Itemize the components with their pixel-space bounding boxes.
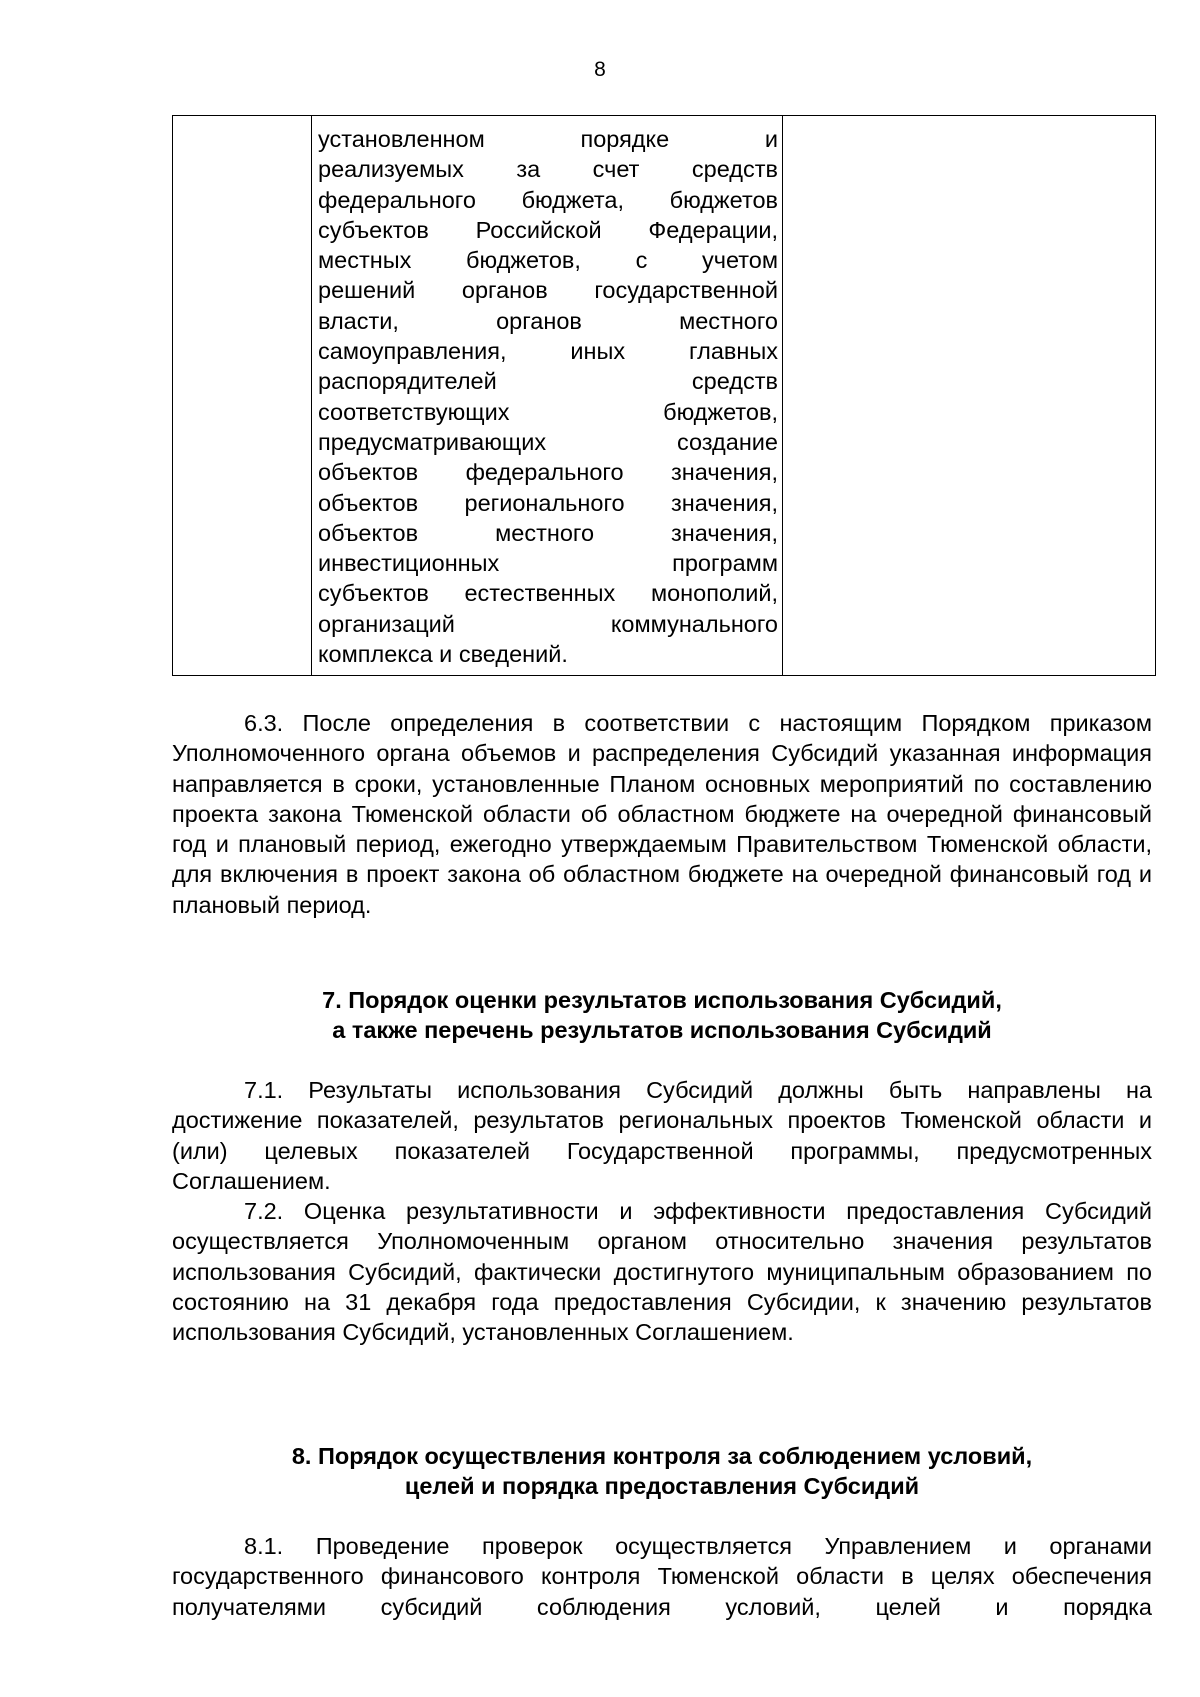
- table-cell-line: федерального бюджета, бюджетов: [318, 186, 778, 213]
- section-7-heading: [172, 985, 1152, 1046]
- table-cell-line: предусматривающих создание: [318, 428, 778, 455]
- table-cell-line: комплекса и сведений.: [318, 641, 568, 668]
- table-cell-line: инвестиционных программ: [318, 550, 778, 577]
- table-cell-line: распорядителей средств: [318, 368, 778, 395]
- table-cell-empty-left: [173, 116, 312, 676]
- table-cell-line: объектов федерального значения,: [318, 459, 778, 486]
- paragraph-8-1: 8.1. Проведение проверок осуществляется Управлением и органами государственного финансового контроля Тюменской области в целях обеспечения получателями субсидий соблюдения условий, целей и порядка: [172, 1533, 1152, 1620]
- table-cell-text: [312, 116, 783, 676]
- table-cell-line: организаций коммунального: [318, 610, 778, 637]
- table-cell-text-content: [312, 116, 782, 675]
- table-cell-line: решений органов государственной: [318, 277, 778, 304]
- table-cell-line: субъектов естественных монополий,: [318, 580, 778, 607]
- table-cell-line: местных бюджетов, с учетом: [318, 247, 778, 274]
- table-cell-line: власти, органов местного: [318, 307, 778, 334]
- table-row: [173, 116, 1156, 676]
- paragraph-7-1: 7.1. Результаты использования Субсидий должны быть направлены на достижение показателей, результатов региональных проектов Тюменской области и (или) целевых показателей Государственной программы, предусмотренных Соглашением.: [172, 1077, 1152, 1194]
- section-7-paragraphs: [172, 1075, 1152, 1348]
- table-cell-line: субъектов Российской Федерации,: [318, 216, 778, 243]
- section-6-3: [172, 708, 1152, 920]
- paragraph-7-2: 7.2. Оценка результативности и эффективности предоставления Субсидий осуществляется Уполномоченным органом относительно значения результатов использования Субсидий, фактически достигнутого муниципальным образованием по состоянию на 31 декабря года предоставления Субсидии, к значению результатов использования Субсидий, установленных Соглашением.: [172, 1198, 1152, 1346]
- table-cell-line: объектов регионального значения,: [318, 489, 778, 516]
- table-cell-empty-right: [783, 116, 1156, 676]
- table-cell-line: реализуемых за счет средств: [318, 156, 778, 183]
- section-8-heading: [172, 1441, 1152, 1502]
- table-cell-line: установленном порядке и: [318, 126, 778, 152]
- table-cell-line: соответствующих бюджетов,: [318, 398, 778, 425]
- section-8-1: [172, 1531, 1152, 1622]
- page-number: 8: [594, 58, 606, 81]
- table-cell-line: объектов местного значения,: [318, 519, 778, 546]
- continuation-table: [172, 115, 1156, 676]
- heading-7-line-1: 7. Порядок оценки результатов использования Субсидий,: [322, 987, 1002, 1013]
- paragraph-6-3: 6.3. После определения в соответствии с настоящим Порядком приказом Уполномоченного органа объемов и распределения Субсидий указанная информация направляется в сроки, установленные Планом основных мероприятий по составлению проекта закона Тюменской области об областном бюджете на очередной финансовый год и плановый период, ежегодно утверждаемым Правительством Тюменской области, для включения в проект закона об областном бюджете на очередной финансовый год и плановый период.: [172, 710, 1152, 918]
- heading-7-line-2: а также перечень результатов использования Субсидий: [332, 1017, 992, 1044]
- table-cell-line: самоуправления, иных главных: [318, 338, 778, 365]
- heading-8-line-1: 8. Порядок осуществления контроля за соблюдением условий,: [291, 1443, 1033, 1469]
- heading-8-line-2: целей и порядка предоставления Субсидий: [404, 1473, 920, 1500]
